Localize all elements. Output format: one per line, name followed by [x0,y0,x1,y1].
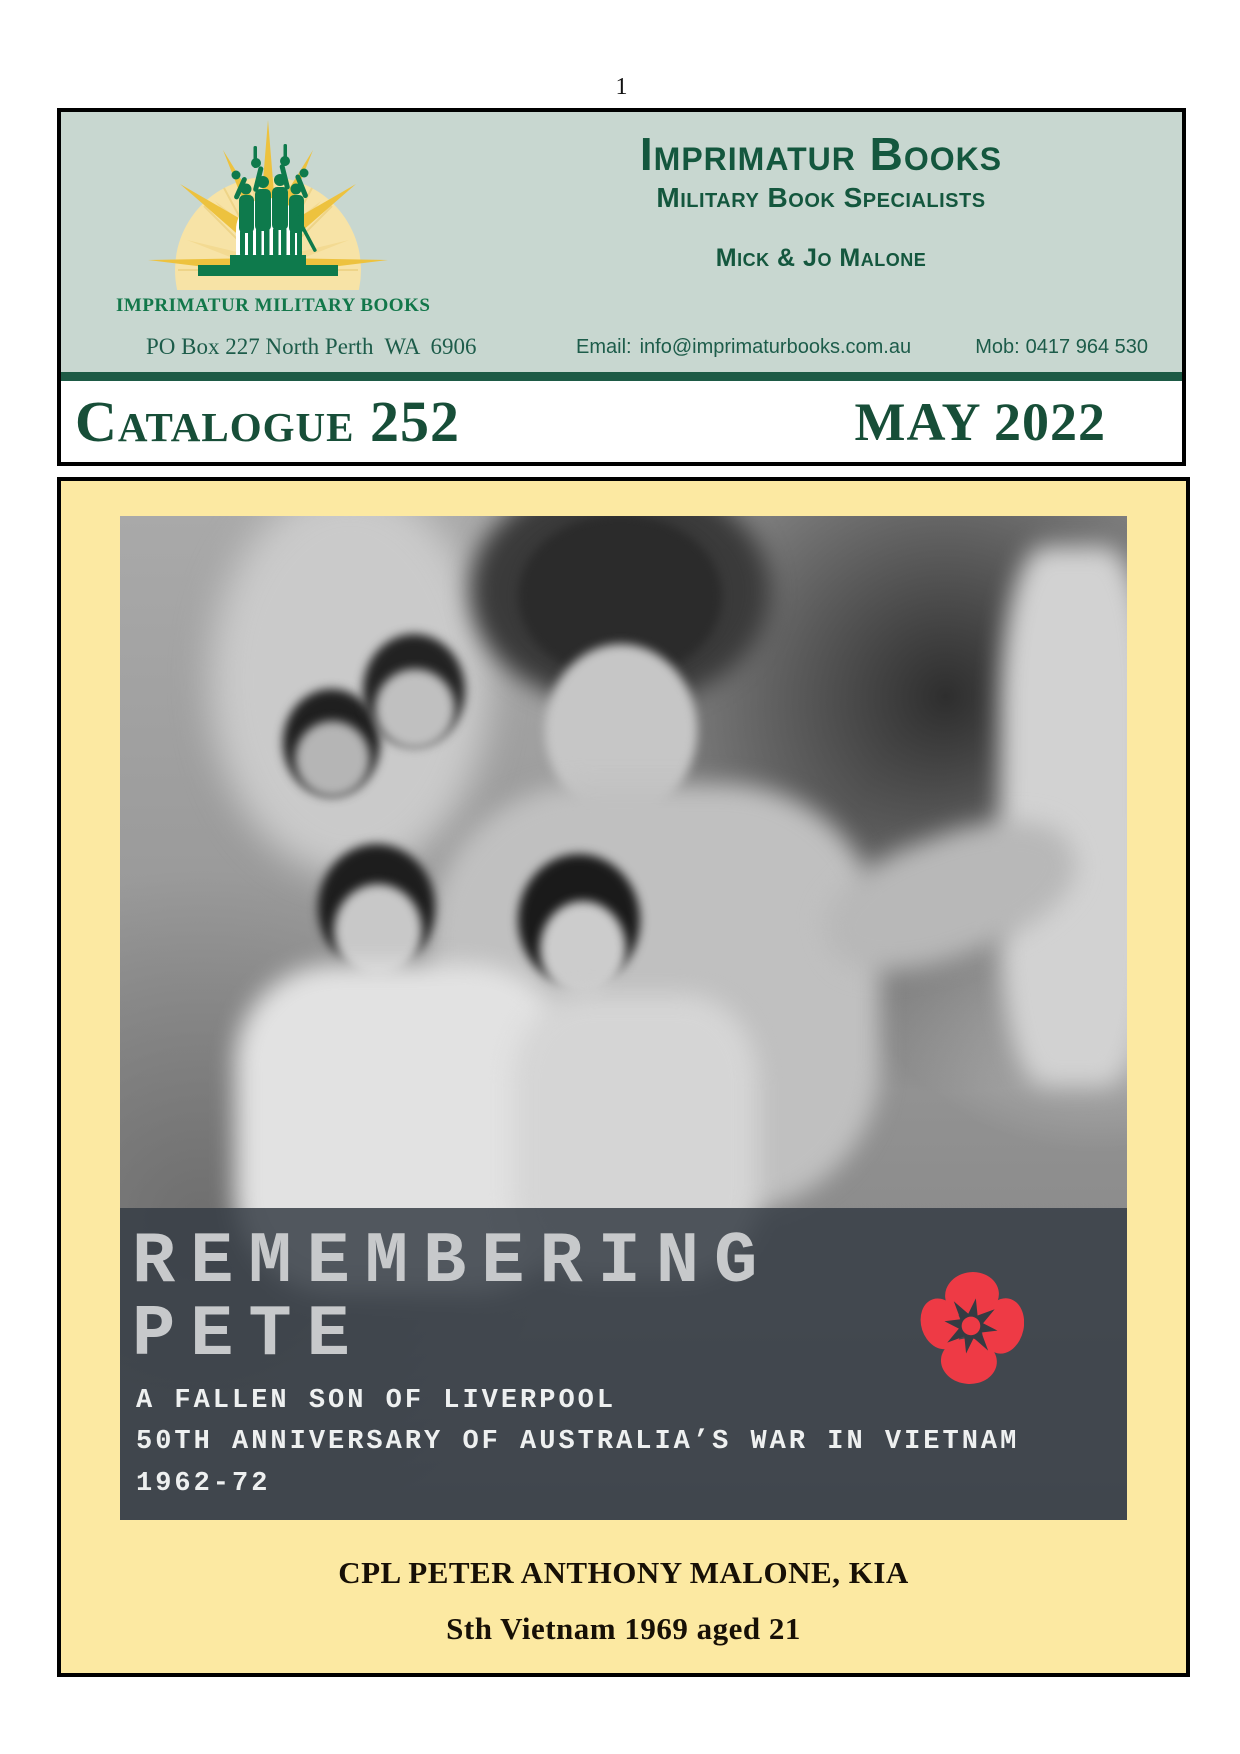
cover-subtitle-1: A FALLEN SON OF LIVERPOOL [136,1386,617,1416]
cover-title-line1: REMEMBERING [132,1221,773,1303]
header-box [57,108,1186,466]
email-value: info@imprimaturbooks.com.au [639,336,912,358]
po-box-address: PO Box 227 North Perth WA 6906 [146,334,477,359]
poppy-icon [920,1270,1024,1386]
email-label: Email: [576,336,632,358]
cover-subtitles [136,1388,1019,1498]
photo-shape [1000,546,1127,1086]
catalogue-title: Catalogue 252 [75,388,460,454]
mobile-value: 0417 964 530 [1025,336,1148,358]
company-logo [116,118,431,317]
photo-shape [540,901,626,997]
green-separator-bar [61,372,1182,381]
photo-shape [295,721,370,797]
cover-subtitle-3: 1962-72 [136,1469,271,1499]
cover-photo [120,516,1127,1520]
mobile-line [975,336,1148,359]
photo-title-overlay [120,1208,1127,1520]
contact-row [61,334,1182,364]
catalogue-bar [61,381,1182,462]
mobile-label: Mob: [975,336,1020,358]
poppy-center-dot [962,1317,981,1336]
brand-block [501,130,1141,273]
cover-caption-line2: Sth Vietnam 1969 aged 21 [446,1611,801,1646]
company-name: Imprimatur Books [639,128,1003,180]
cover-subtitle-2: 50TH ANNIVERSARY OF AUSTRALIA’S WAR IN VIETNAM [136,1427,1020,1457]
sunburst-soldiers-logo-icon [146,118,396,290]
company-tagline: Military Book Specialists [656,182,986,214]
photo-shape [375,669,455,749]
email-line [576,336,911,359]
header [61,112,1182,372]
catalogue-date: MAY 2022 [854,391,1106,452]
company-owners: Mick & Jo Malone [715,244,927,273]
logo-caption: IMPRIMATUR MILITARY BOOKS [116,295,431,316]
cover-title-line2: PETE [132,1294,365,1377]
cover-title [132,1221,773,1377]
cover-panel [57,477,1190,1677]
page-number: 1 [615,74,628,100]
cover-caption-line1: CPL PETER ANTHONY MALONE, KIA [338,1555,909,1590]
